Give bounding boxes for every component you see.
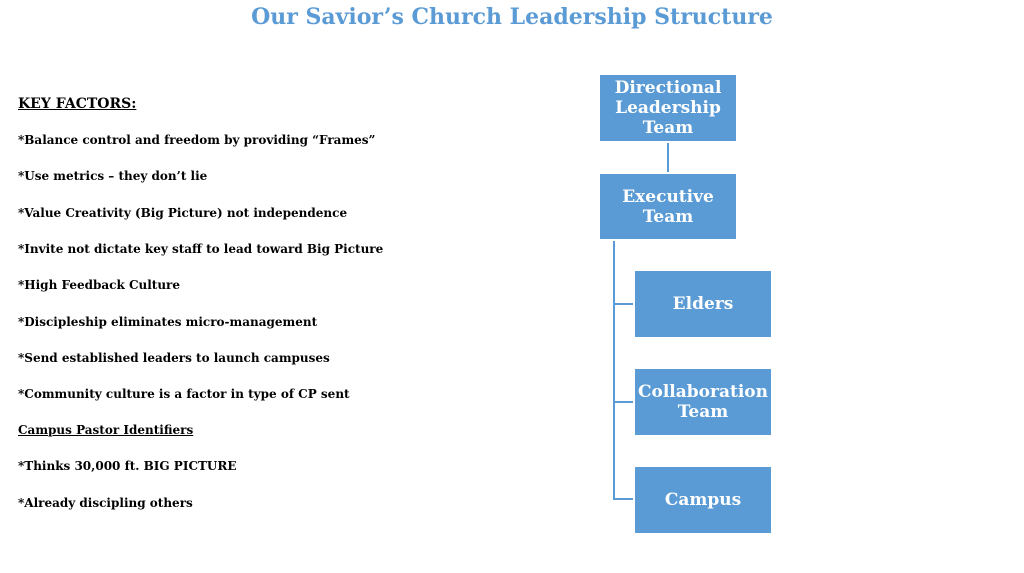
identifier-item: *Thinks 30,000 ft. BIG PICTURE	[18, 459, 237, 473]
connector-collaboration	[613, 401, 635, 403]
key-factor-item: *High Feedback Culture	[18, 278, 181, 292]
connector-elders	[613, 303, 635, 305]
node-campus	[633, 465, 773, 535]
campus-pastor-identifiers-heading: Campus Pastor Identifiers	[18, 423, 194, 437]
key-factor-item: *Send established leaders to launch campuses	[18, 351, 330, 365]
key-factor-item: *Community culture is a factor in type of CP sent	[18, 387, 350, 401]
connector-campus	[613, 498, 635, 500]
node-label: Executive Team	[622, 186, 714, 227]
connector-directional-executive	[667, 142, 669, 174]
connector-executive-trunk	[613, 240, 615, 499]
node-label: Elders	[672, 294, 734, 314]
key-factor-item: *Use metrics – they don’t lie	[18, 169, 208, 183]
node-collaboration-team	[633, 367, 773, 437]
node-label: Collaboration Team	[637, 382, 768, 422]
node-executive-team	[598, 172, 738, 241]
key-factor-item: *Balance control and freedom by providing “Frames”	[18, 133, 376, 147]
node-elders	[633, 269, 773, 339]
node-directional-leadership-team	[598, 73, 738, 143]
identifier-item: *Already discipling others	[18, 496, 193, 510]
key-factors-heading: KEY FACTORS:	[18, 96, 137, 112]
key-factor-item: *Value Creativity (Big Picture) not independence	[18, 206, 348, 220]
page-title: Our Savior’s Church Leadership Structure	[251, 4, 773, 30]
node-label: Campus	[664, 490, 742, 510]
key-factor-item: *Discipleship eliminates micro-management	[18, 315, 318, 329]
node-label: Directional Leadership Team	[614, 78, 722, 138]
key-factor-item: *Invite not dictate key staff to lead toward Big Picture	[18, 242, 384, 256]
